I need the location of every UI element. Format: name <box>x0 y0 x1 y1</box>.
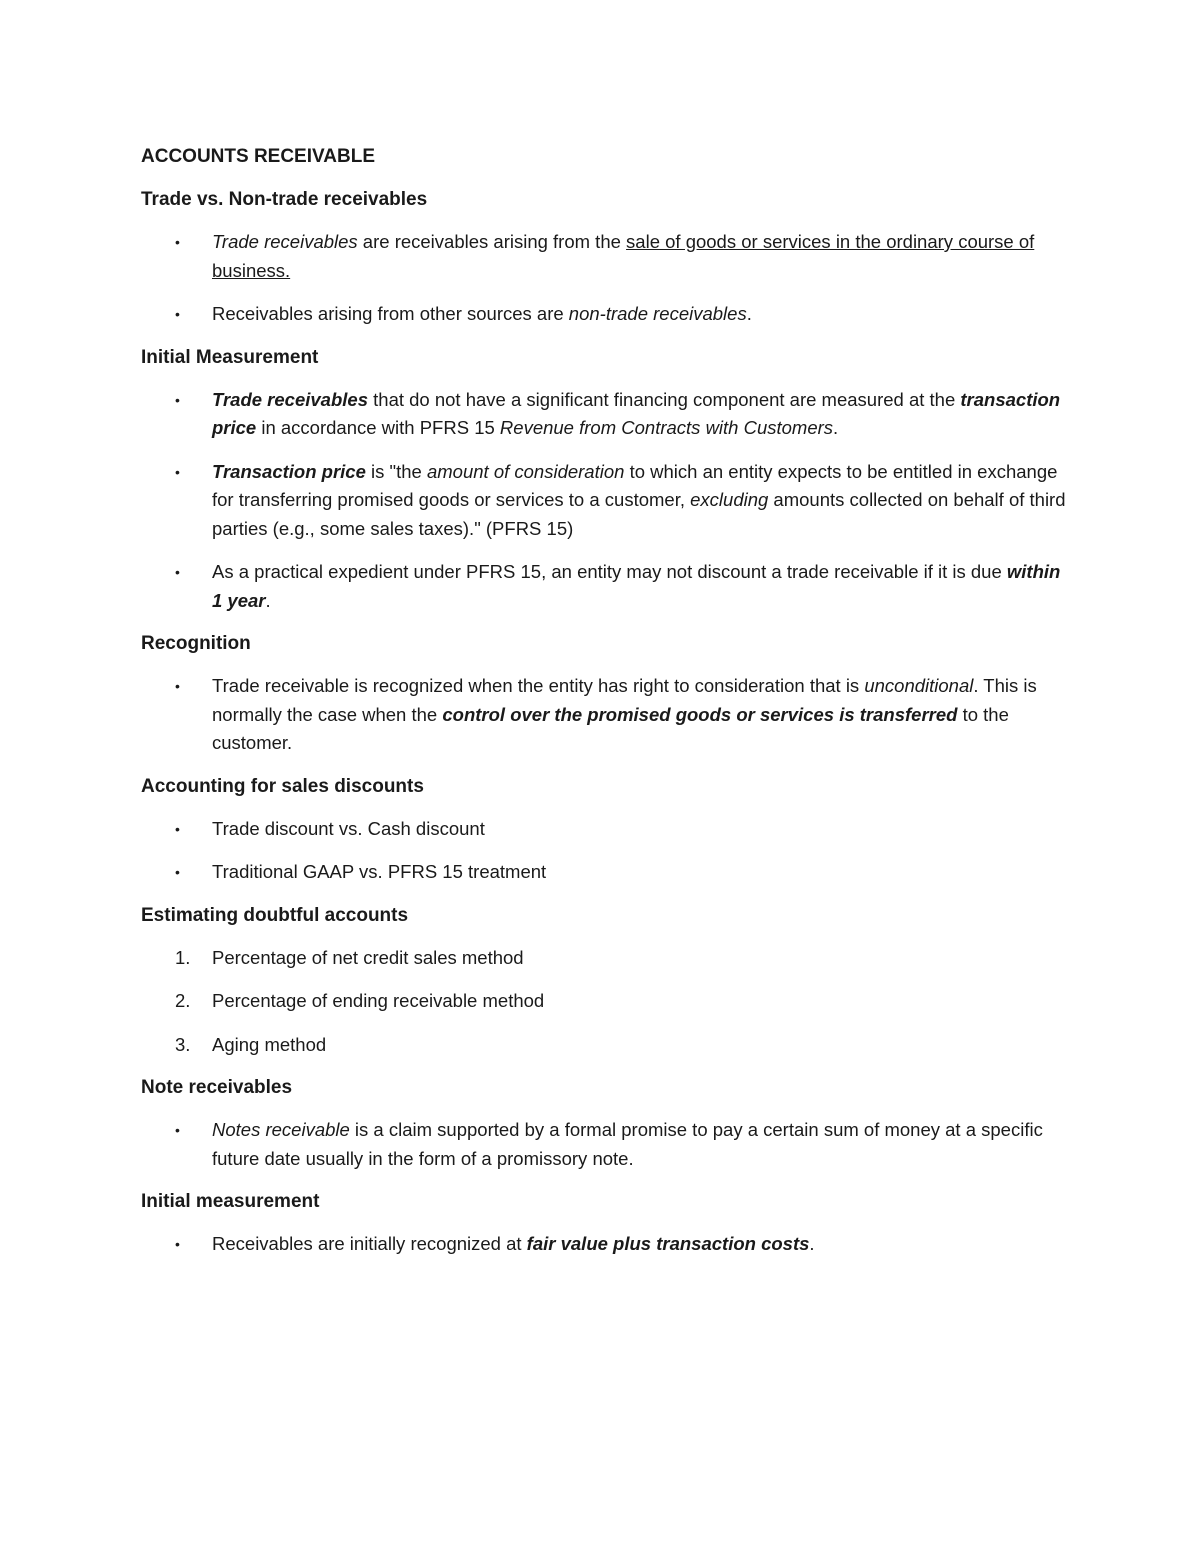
term-unconditional: unconditional <box>864 675 974 696</box>
list-number: 2. <box>175 990 191 1011</box>
text-span: Trade receivable is recognized when the entity has right to consideration that is <box>212 675 865 696</box>
text-span: . <box>833 417 839 438</box>
text-span: Receivables are initially recognized at <box>212 1233 527 1254</box>
text-span: . This is normally the case when the <box>212 675 1037 725</box>
bullet-icon: • <box>175 1122 180 1138</box>
term-transaction-price: transaction price <box>212 388 1061 438</box>
list-number: 1. <box>175 946 191 968</box>
text-span: . <box>746 303 752 324</box>
term-trade-receivables: Trade receivables <box>212 231 358 252</box>
list-trade-vs-nontrade <box>141 228 1080 329</box>
text-span: is a claim supported by a formal promise to pay a certain sum of money at a specific future date usually in the form of a promissory note. <box>212 1119 1043 1169</box>
bullet-icon: • <box>175 564 180 580</box>
text-span: . <box>265 589 271 611</box>
text-span: . <box>809 1233 815 1254</box>
list-item <box>141 1230 1072 1259</box>
term-fair-value: fair value plus transaction costs <box>526 1233 810 1254</box>
text-span: Receivables arising from other sources are <box>212 303 569 324</box>
list-item <box>141 458 1072 544</box>
term-excluding: excluding <box>690 489 769 510</box>
text-span: to which an entity expects to be entitled in exchange for transferring promised goods or services to a customer, <box>212 460 1058 510</box>
term-amount-of-consideration: amount of consideration <box>426 460 625 482</box>
list-item <box>141 987 1072 1016</box>
heading-initial-measurement: Initial Measurement <box>141 346 319 368</box>
list-item-text: Aging method <box>212 1033 327 1055</box>
list-item <box>141 815 1072 844</box>
text-span: that do not have a significant financing component are measured at the <box>368 388 961 410</box>
heading-note-receivables: Note receivables <box>141 1077 293 1098</box>
list-item <box>141 858 1072 887</box>
bullet-icon: • <box>175 306 180 322</box>
list-item-text: Traditional GAAP vs. PFRS 15 treatment <box>212 861 547 882</box>
term-trade-receivables: Trade receivables <box>212 388 368 410</box>
list-sales-discounts <box>141 815 1080 887</box>
term-nontrade-receivables: non-trade receivables <box>568 303 747 324</box>
text-span: are receivables arising from the <box>357 231 627 252</box>
list-item <box>141 558 1072 615</box>
list-initial-measurement <box>141 386 1080 616</box>
list-item <box>141 386 1072 443</box>
bullet-icon: • <box>175 678 180 694</box>
standard-title: Revenue from Contracts with Customers <box>499 417 834 438</box>
list-item <box>141 300 1072 329</box>
list-item <box>141 944 1072 973</box>
bullet-icon: • <box>175 234 180 250</box>
text-span: As a practical expedient under PFRS 15, an entity may not discount a trade receivable if it is due <box>212 561 1007 582</box>
bullet-icon: • <box>175 820 180 837</box>
term-within-1-year: within 1 year <box>212 561 1061 611</box>
list-item-text: Percentage of net credit sales method <box>212 946 524 968</box>
heading-trade-vs-nontrade: Trade vs. Non-trade receivables <box>141 189 428 210</box>
list-doubtful-accounts <box>141 944 1080 1060</box>
heading-initial-measurement-notes: Initial measurement <box>141 1191 320 1212</box>
term-notes-receivable: Notes receivable <box>212 1119 350 1140</box>
text-span: is "the <box>365 460 427 482</box>
list-note-receivables <box>141 1116 1080 1173</box>
list-number: 3. <box>175 1033 191 1055</box>
list-item-text: Trade discount vs. Cash discount <box>212 817 485 839</box>
list-recognition <box>141 672 1080 758</box>
bullet-icon: • <box>175 864 180 880</box>
term-control-transferred: control over the promised goods or services is transferred <box>442 703 958 725</box>
underlined-text: sale of goods or services in the ordinary course of business. <box>212 231 1035 281</box>
list-initial-measurement-notes <box>141 1230 1080 1259</box>
bullet-icon: • <box>175 463 180 480</box>
list-item <box>141 228 1072 285</box>
text-span: in accordance with PFRS 15 <box>256 417 500 438</box>
heading-doubtful-accounts: Estimating doubtful accounts <box>141 904 409 926</box>
list-item <box>141 1116 1072 1173</box>
term-transaction-price: Transaction price <box>212 460 366 482</box>
text-span: amounts collected on behalf of third parties (e.g., some sales taxes)." (PFRS 15) <box>212 489 1066 539</box>
bullet-icon: • <box>175 1236 180 1252</box>
list-item <box>141 1031 1072 1060</box>
list-item <box>141 672 1072 758</box>
heading-recognition: Recognition <box>141 633 251 654</box>
list-item-text: Percentage of ending receivable method <box>212 990 545 1011</box>
text-span: to the customer. <box>212 703 1009 753</box>
document-title: ACCOUNTS RECEIVABLE <box>141 146 375 167</box>
bullet-icon: • <box>175 391 180 408</box>
heading-sales-discounts: Accounting for sales discounts <box>141 775 424 797</box>
